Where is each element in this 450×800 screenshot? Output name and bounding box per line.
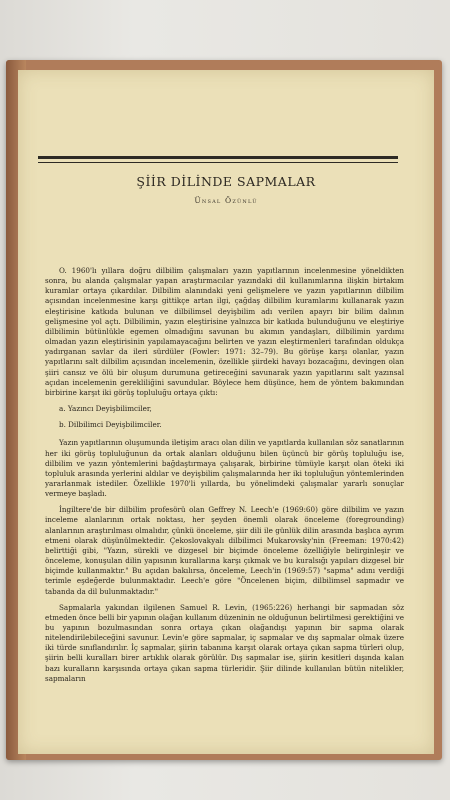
paragraph-leech: İngiltere'de bir dilbilim profesörü olan Geffrey N. Leech'e (1969:60) göre dilbilim ve yazın inceleme alanlarının ortak noktası, her şeyden önemli olarak önceleme (foregrounding) alanlarının araştırılması olmalıdır, çünkü önceleme, şiir dili ile günlük dilin arasında başlıca ayrım etmeni olarak düşünülmektedir. Çekoslovakyalı dilbilimci Mukarovsky'nin (Freeman: 1970:42) belirttiği gibi, "Yazın, sürekli ve dizgesel bir biçimde önceleme özelliğiyle belirginleşir ve önceleme, konuşulan dilin yapısının kurallarına karşı çıkmak ve bu kuralsığı yapıları dizgesel bir biçimde kullanmaktır." Bu açıdan bakılırsa, önceleme, Leech'in (1969:57) "sapma" adını verdiği terimle eşdeğerde bulunmaktadır. Leech'e göre "Öncelenen biçim, dilbilimsel sapmadır ve tabanda da dil bulunmaktadır.": [45, 505, 404, 596]
approach-list: [59, 404, 404, 430]
paragraph-intro: O. 1960'lı yıllara doğru dilbilim çalışmaları yazın yapıtlarının incelenmesine yöneldikten sonra, bu alanda çalışmalar yapan araştırmacılar yazındaki dil kullanımlarına ilişkin birtakım kuramlar ortaya çıkardılar. Dilbilim alanındaki yeni gelişmelere ve yazın yapıtlarının dilbilim açısından incelenmesine karşı gittikçe artan ilgi, çağdaş dilbilim kuramlarını kullanarak yazın eleştirisine katkıda bulunan ve dilbilimsel deyişbilim adı verilen apayrı bir bilim dalının gelişmesine yol açtı. Dilbilimin, yazın eleştirisine yalnızca bir katkıda bulunduğunu ve eleştiriye dilbilimin bütünlükle egemen olmadığını savunan bu akımın yandaşları, dilbilimin yardımı olmadan yazın eleştirisinin yapılamayacağını belirten ve yazın eleştirmenleri tarafından oldukça yadırganan savlar da ileri sürdüler (Fowler: 1971: 32–79). Bu görüşe karşı olanlar, yazın yapıtlarını salt dilbilim açısından incelemenin, özellikle şiirdeki havayı bozacağını, devingen olan şiiri cansız ve ölü bir oluşum durumuna getireceğini savunarak yazın yapıtlarını salt yazınsal açıdan incelemenin gerekliliğini savundular. Böylece hem düşünce, hem de yöntem bakımından birbirine karşıt iki görüş topluluğu ortaya çıktı:: [45, 266, 404, 397]
list-item: a. Yazıncı Deyişbilimciler,: [59, 404, 152, 414]
article-title: ŞİİR DİLİNDE SAPMALAR: [136, 174, 316, 189]
paragraph-third-group: Yazın yapıtlarının oluşumunda iletişim aracı olan dilin ve yapıtlarda kullanılan söz sanatlarının her iki görüş topluluğunun da ortak alanları olduğunu bilen üçüncü bir görüş topluluğu ise, dilbilim ve yazın yöntemlerini bağdaştırmaya çalışarak, birbirine tümüyle karşıt olan öteki iki topluluk arasında yerlerini aldılar ve deyişbilim çalışmalarında her iki topluluğun yöntemlerinden yararlanmak istediler. Özellikle 1970'li yıllarda, bu yönelimdeki çalışmalar yararlı sonuçlar vermeye başladı.: [45, 438, 404, 499]
paragraph-levin: Sapmalarla yakından ilgilenen Samuel R. Levin, (1965:226) herhangi bir sapmadan söz etmeden önce belli bir yapının olağan kullanım düzeninin ne olduğunun belirtilmesi gerektiğini ve bu yapının bozulmasından sonra ortaya çıkan olağandışı yapının bir sapma olarak nitelendirilebileceğini savunur. Levin'e göre sapmalar, iç sapmalar ve dış sapmalar olmak üzere iki türde sınıflandırılır. İç sapmalar, şiirin tabanına karşıt olarak ortaya çıkan sapma türleri olup, şiirin belli kuralları birer artıklık olarak görülür. Dış sapmalar ise, şiirin kesitleri dışında kalan bazı kuralların karşısında ortaya çıkan sapma türleridir. Şiir dilinde kullanılan bütün nitelikler, sapmaların: [45, 602, 404, 683]
article-body: [45, 266, 404, 690]
list-item: b. Dilbilimci Deyişbilimciler.: [59, 420, 162, 430]
header-rule-thick: [38, 156, 398, 159]
book-page: [18, 70, 434, 754]
article-author: Ünsal Özünlü: [194, 196, 258, 205]
header-rule-thin: [38, 162, 398, 163]
